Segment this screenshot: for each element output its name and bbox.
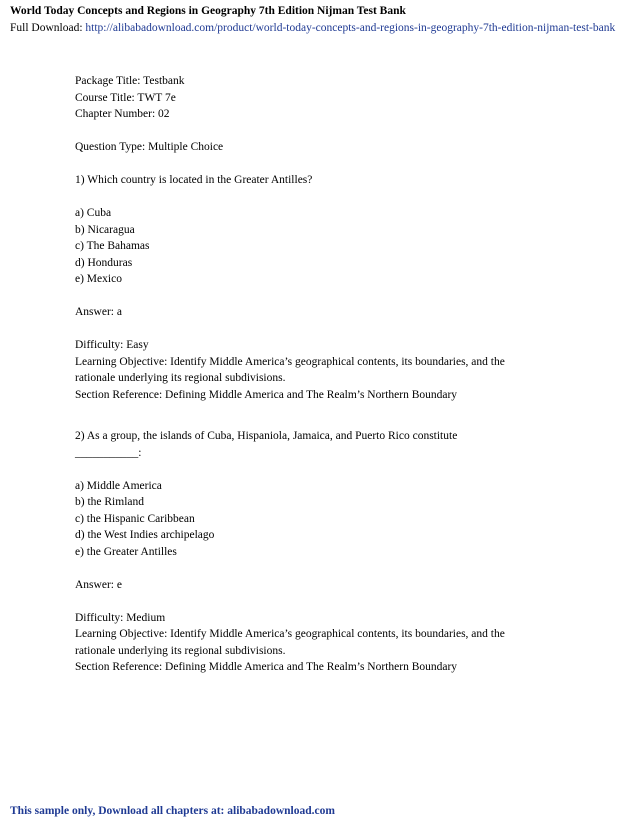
section-reference: Section Reference: Defining Middle America and The Realm’s Northern Boundary [75, 661, 458, 673]
question-block [75, 428, 620, 676]
answer-option: a) Cuba [75, 207, 112, 219]
correct-answer: Answer: a [75, 306, 122, 318]
question-prompt-blank: ___________: [75, 446, 142, 459]
answer-option: d) Honduras [75, 256, 133, 269]
answer-option: e) Mexico [75, 273, 122, 285]
download-label: Full Download: [10, 22, 86, 34]
question-block [75, 172, 620, 403]
download-link[interactable]: http://alibabadownload.com/product/world-today-concepts-and-regions-in-geography-7th-edition-nijman-test-bank [85, 22, 616, 34]
answer-option: c) the Hispanic Caribbean [75, 512, 195, 525]
learning-objective-cont: rationale underlying its regional subdivisions. [75, 644, 286, 657]
difficulty: Difficulty: Medium [75, 611, 166, 624]
correct-answer: Answer: e [75, 578, 122, 591]
question-prompt: 2) As a group, the islands of Cuba, Hispaniola, Jamaica, and Puerto Rico constitute [75, 430, 458, 442]
course-title: Course Title: TWT 7e [75, 91, 176, 104]
answer-option: a) Middle America [75, 479, 162, 492]
answer-option: d) the West Indies archipelago [75, 529, 215, 541]
answer-option: b) Nicaragua [75, 223, 135, 236]
document-title: World Today Concepts and Regions in Geography 7th Edition Nijman Test Bank [10, 5, 406, 17]
answer-option: b) the Rimland [75, 496, 144, 508]
question-prompt: 1) Which country is located in the Greater Antilles? [75, 174, 313, 186]
section-reference: Section Reference: Defining Middle America and The Realm’s Northern Boundary [75, 388, 458, 401]
difficulty: Difficulty: Easy [75, 339, 149, 351]
answer-option: c) The Bahamas [75, 240, 150, 252]
footer-notice: This sample only, Download all chapters at: alibabadownload.com [10, 805, 335, 817]
test-bank-content [75, 73, 620, 676]
chapter-number: Chapter Number: 02 [75, 108, 170, 120]
learning-objective: Learning Objective: Identify Middle America’s geographical contents, its boundaries, and the [75, 628, 505, 640]
question-type: Question Type: Multiple Choice [75, 141, 224, 153]
package-title: Package Title: Testbank [75, 75, 185, 87]
learning-objective: Learning Objective: Identify Middle America’s geographical contents, its boundaries, and the [75, 355, 505, 368]
learning-objective-cont: rationale underlying its regional subdivisions. [75, 372, 286, 384]
answer-option: e) the Greater Antilles [75, 545, 177, 558]
download-line [10, 21, 615, 35]
